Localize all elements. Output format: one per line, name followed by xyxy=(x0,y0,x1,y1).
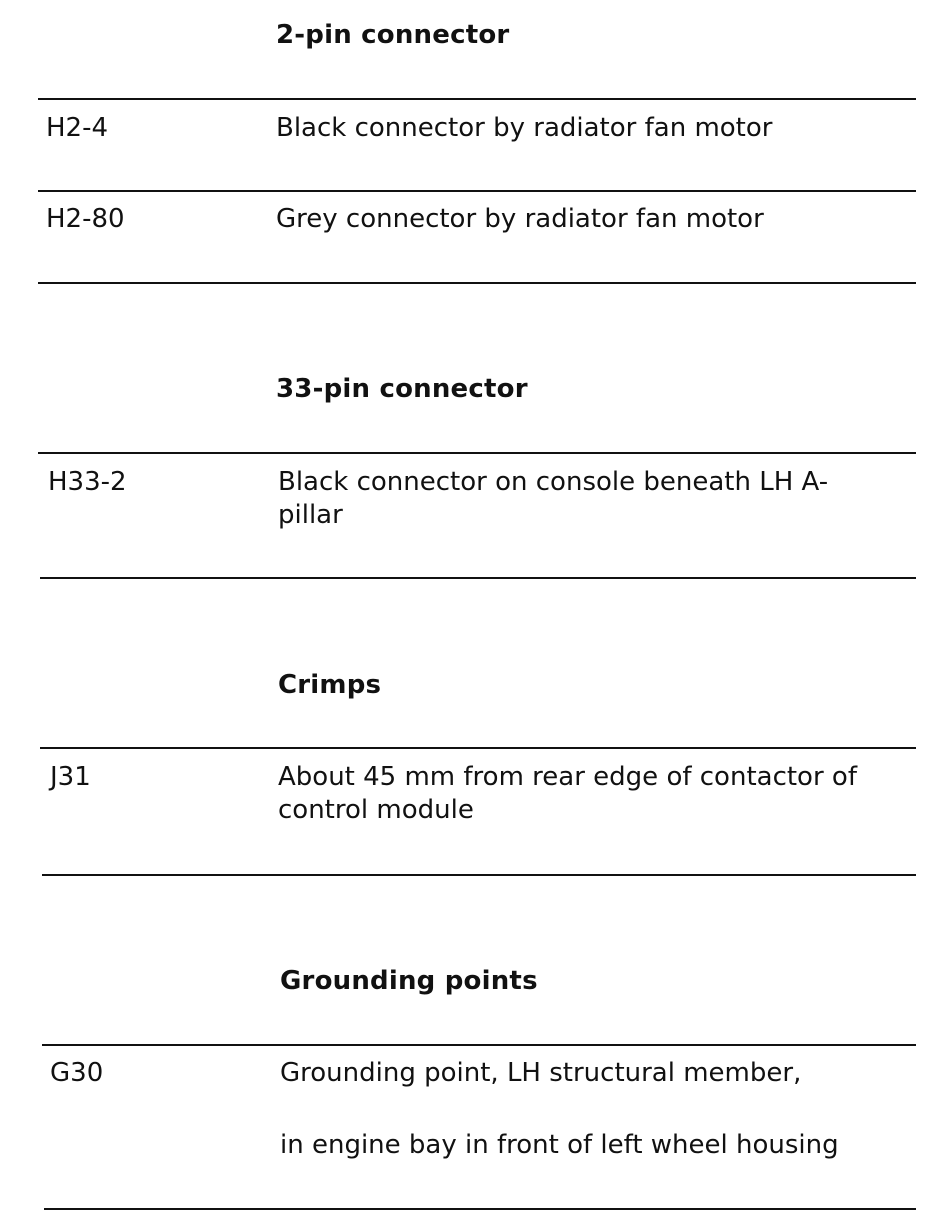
crimp-description-line-1: About 45 mm from rear edge of contactor of xyxy=(278,762,857,792)
grounding-code: G30 xyxy=(50,1058,104,1088)
connector-description: Black connector by radiator fan motor xyxy=(276,113,773,143)
table-rule xyxy=(40,747,916,749)
table-rule xyxy=(38,190,916,192)
grounding-description-line-1: Grounding point, LH structural member, xyxy=(280,1058,802,1088)
connector-description: Grey connector by radiator fan motor xyxy=(276,204,764,234)
crimp-description-line-2: control module xyxy=(278,795,474,825)
section-heading-crimps: Crimps xyxy=(278,670,382,700)
connector-description-line-1: Black connector on console beneath LH A- xyxy=(278,467,829,497)
connector-code: H2-4 xyxy=(46,113,109,143)
connector-code: H33-2 xyxy=(48,467,127,497)
section-heading-33-pin-connector: 33-pin connector xyxy=(276,374,528,404)
table-rule xyxy=(40,577,916,579)
section-heading-grounding-points: Grounding points xyxy=(280,966,538,996)
table-rule xyxy=(42,1044,916,1046)
table-rule xyxy=(44,1208,916,1210)
crimp-code: J31 xyxy=(50,762,91,792)
table-rule xyxy=(42,874,916,876)
table-rule xyxy=(38,282,916,284)
table-rule xyxy=(38,452,916,454)
connector-description-line-2: pillar xyxy=(278,500,343,530)
table-rule xyxy=(38,98,916,100)
section-heading-2-pin-connector: 2-pin connector xyxy=(276,20,510,50)
connector-code: H2-80 xyxy=(46,204,125,234)
grounding-description-line-2: in engine bay in front of left wheel housing xyxy=(280,1130,839,1160)
